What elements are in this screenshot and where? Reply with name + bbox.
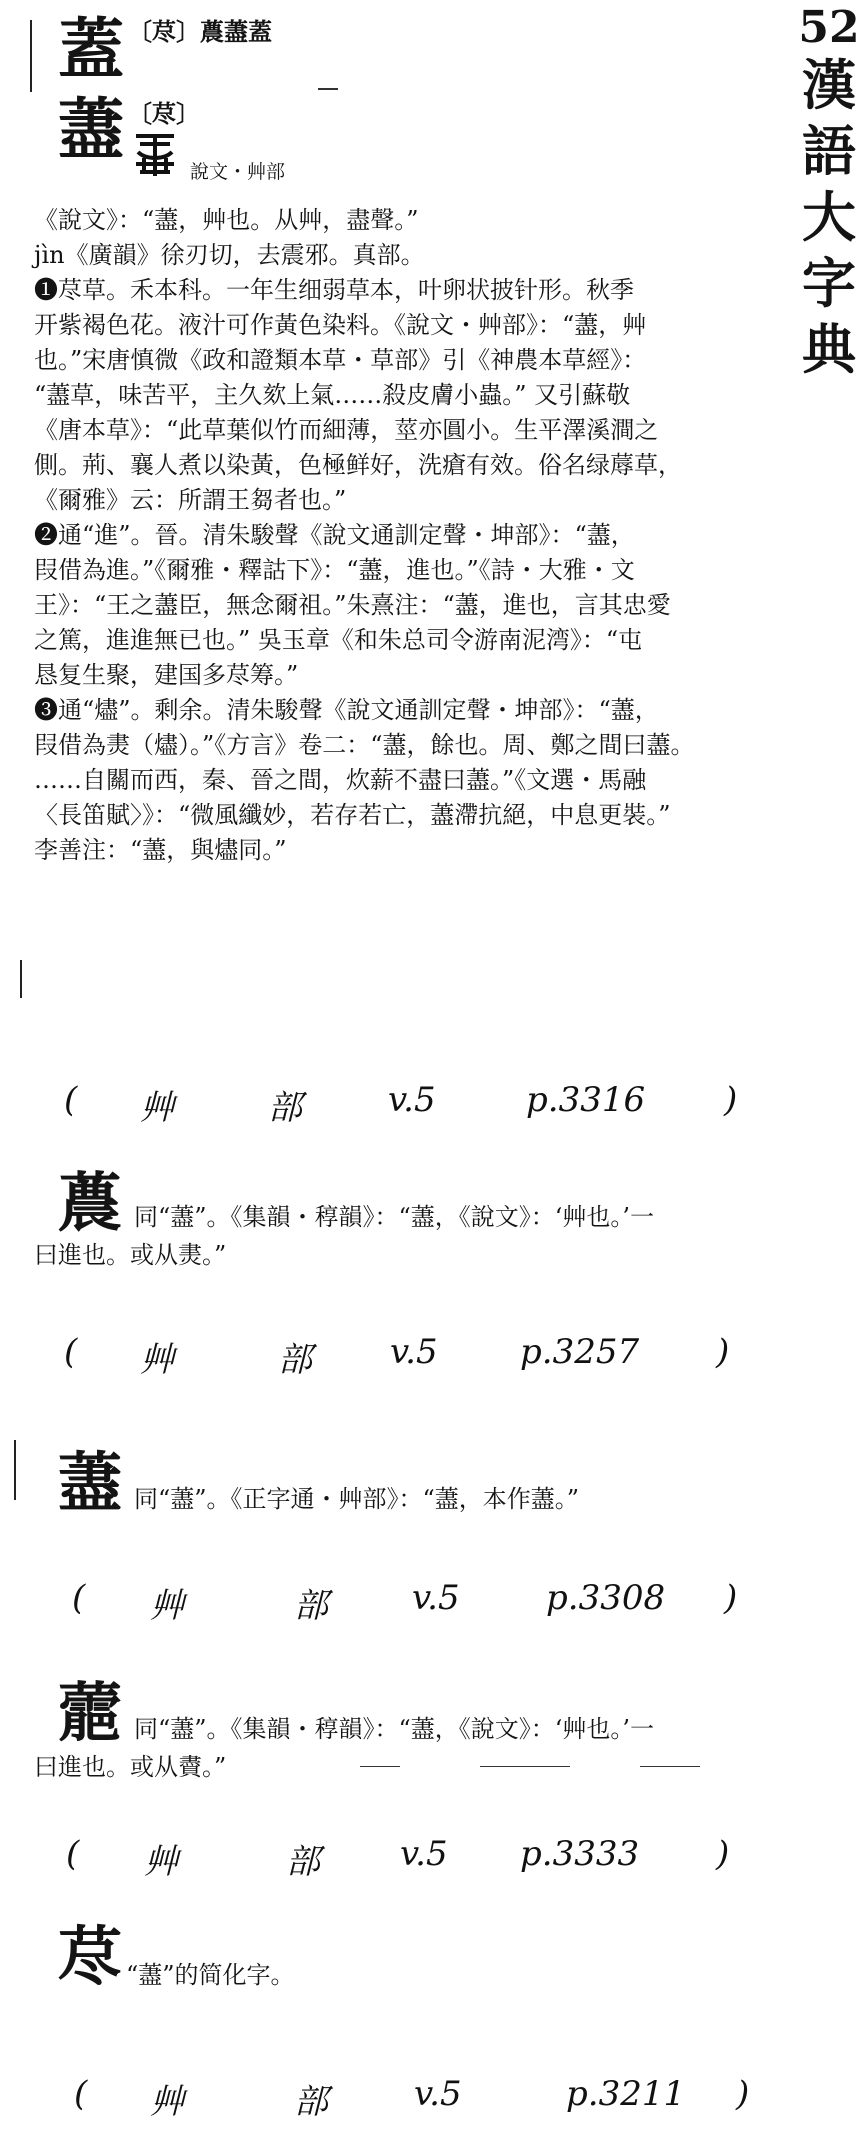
entry-line: 之篤，進進無已也。” 吳玉章《和朱总司令游南泥湾》：“屯: [34, 626, 643, 654]
entry-line: 同“藎”。《集韻・稕韻》：“藎，《說文》：‘艸也。’一: [134, 1715, 655, 1743]
title-char: 語: [802, 119, 856, 183]
title-char: 大: [802, 185, 856, 249]
page-number: 52: [798, 2, 860, 53]
note-open-paren: (: [66, 1834, 80, 1874]
entry-line: 《說文》：“藎，艸也。从艸，盡聲。”: [34, 206, 419, 234]
headword: 蕽: [58, 1166, 122, 1241]
note-page: p.3257: [520, 1332, 640, 1372]
handwritten-note: [0, 1332, 790, 1382]
note-volume: v.5: [388, 1080, 436, 1120]
note-bu: 部: [278, 1340, 312, 1380]
note-close-paren: ): [716, 1834, 730, 1874]
handwritten-note: [0, 1080, 790, 1130]
margin-line: [20, 960, 22, 998]
note-bu: 部: [286, 1842, 320, 1882]
entry-line: “藎草，味苦平，主久欬上氣……殺皮膚小蟲。” 又引蘇敬: [34, 381, 631, 409]
entry-line: 叚借為㶳（燼）。”《方言》卷二：“藎，餘也。周、鄭之間曰藎。: [34, 731, 695, 759]
entry-line: 曰進也。或从賮。”: [34, 1753, 227, 1781]
entry-line: ❶荩草。禾本科。一年生细弱草本，叶卵状披针形。秋季: [34, 276, 634, 304]
seal-source-label: 說文・艸部: [190, 161, 286, 183]
note-open-paren: (: [64, 1332, 78, 1372]
entry-line: 开紫褐色花。液汁可作黃色染料。《說文・艸部》：“藎，艸: [34, 311, 647, 339]
handwritten-note: [0, 1578, 790, 1628]
entry-line: 恳复生聚，建国多荩筹。”: [34, 661, 299, 689]
entry-line: 〈長笛賦〉》：“微風纖妙，若存若亡，藎滯抗絕，中息更裝。”: [34, 801, 671, 829]
title-char: 字: [802, 251, 856, 315]
note-close-paren: ): [724, 1080, 738, 1120]
main-entry-body: [34, 203, 794, 868]
headword: 蘎: [58, 1676, 122, 1751]
headword: 荩: [58, 1920, 122, 1995]
title-char: 漢: [802, 53, 856, 117]
entry-line: 同“藎”。《正字通・艸部》：“藎，本作藎。”: [134, 1485, 580, 1513]
entry-line: jìn《廣韻》徐刃切，去震邪。真部。: [34, 241, 425, 269]
entry-line: 《爾雅》云：所謂王芻者也。”: [34, 486, 347, 514]
note-volume: v.5: [414, 2074, 462, 2114]
entry-line: 側。荊、襄人煮以染黃，色極鲜好，洗瘡有效。俗名绿蓐草，: [34, 451, 682, 479]
entry-line: 也。”宋唐慎微《政和證類本草・草部》引《神農本草經》：: [34, 346, 647, 374]
simplified-form: 〔荩〕: [128, 99, 200, 128]
note-radical: 艸: [150, 2082, 184, 2122]
handwritten-note: [0, 1834, 790, 1884]
margin-line: [30, 20, 32, 92]
note-radical: 艸: [150, 1586, 184, 1626]
headword: 藎: [58, 1446, 122, 1521]
entry-line: 王》：“王之藎臣，無念爾祖。”朱熹注：“藎，進也，言其忠愛: [34, 591, 671, 619]
entry-line: 曰進也。或从㶳。”: [34, 1241, 227, 1269]
note-open-paren: (: [64, 1080, 78, 1120]
handwritten-note: [0, 2074, 790, 2124]
seal-script-icon: [130, 130, 180, 180]
note-close-paren: ): [736, 2074, 750, 2114]
entry-line: 同“藎”。《集韻・稕韻》：“藎，《說文》：‘艸也。’一: [134, 1203, 655, 1231]
note-volume: v.5: [400, 1834, 448, 1874]
seal-script-glyph: [130, 130, 180, 180]
note-page: p.3211: [566, 2074, 686, 2114]
note-open-paren: (: [72, 1578, 86, 1618]
note-close-paren: ): [724, 1578, 738, 1618]
note-radical: 艸: [140, 1340, 174, 1380]
note-radical: 艸: [140, 1088, 174, 1128]
note-volume: v.5: [412, 1578, 460, 1618]
entry-line: 叚借為進。”《爾雅・釋詁下》：“藎，進也。”《詩・大雅・文: [34, 556, 635, 584]
margin-tick: [480, 1766, 570, 1767]
headword: 藎: [58, 90, 124, 168]
note-volume: v.5: [390, 1332, 438, 1372]
margin-tick: [640, 1766, 700, 1767]
title-char: 典: [802, 317, 856, 381]
entry-line: ❷通“進”。晉。清朱駿聲《說文通訓定聲・坤部》：“藎，: [34, 521, 635, 549]
headword-top: 蓋: [58, 10, 124, 88]
note-page: p.3308: [546, 1578, 666, 1618]
note-open-paren: (: [74, 2074, 88, 2114]
margin-line: [14, 1440, 16, 1500]
note-page: p.3316: [526, 1080, 646, 1120]
dictionary-sidebar: [796, 4, 862, 382]
note-page: p.3333: [520, 1834, 640, 1874]
entry-line: 《唐本草》：“此草葉似竹而細薄，莖亦圓小。生平澤溪澗之: [34, 416, 659, 444]
margin-tick: [318, 88, 338, 90]
entry-line: ❸通“燼”。剩余。清朱駿聲《說文通訓定聲・坤部》：“藎，: [34, 696, 659, 724]
entry-line: 李善注：“藎，與燼同。”: [34, 836, 287, 864]
variant-forms: 〔荩〕蕽藎蓋: [128, 17, 272, 46]
note-close-paren: ): [716, 1332, 730, 1372]
entry-line: ……自關而西，秦、晉之間，炊薪不盡曰藎。”《文選・馬融: [34, 766, 647, 794]
margin-tick: [360, 1766, 400, 1767]
note-bu: 部: [294, 2082, 328, 2122]
note-radical: 艸: [144, 1842, 178, 1882]
entry-line: “藎”的简化字。: [126, 1961, 295, 1989]
note-bu: 部: [294, 1586, 328, 1626]
note-bu: 部: [268, 1088, 302, 1128]
